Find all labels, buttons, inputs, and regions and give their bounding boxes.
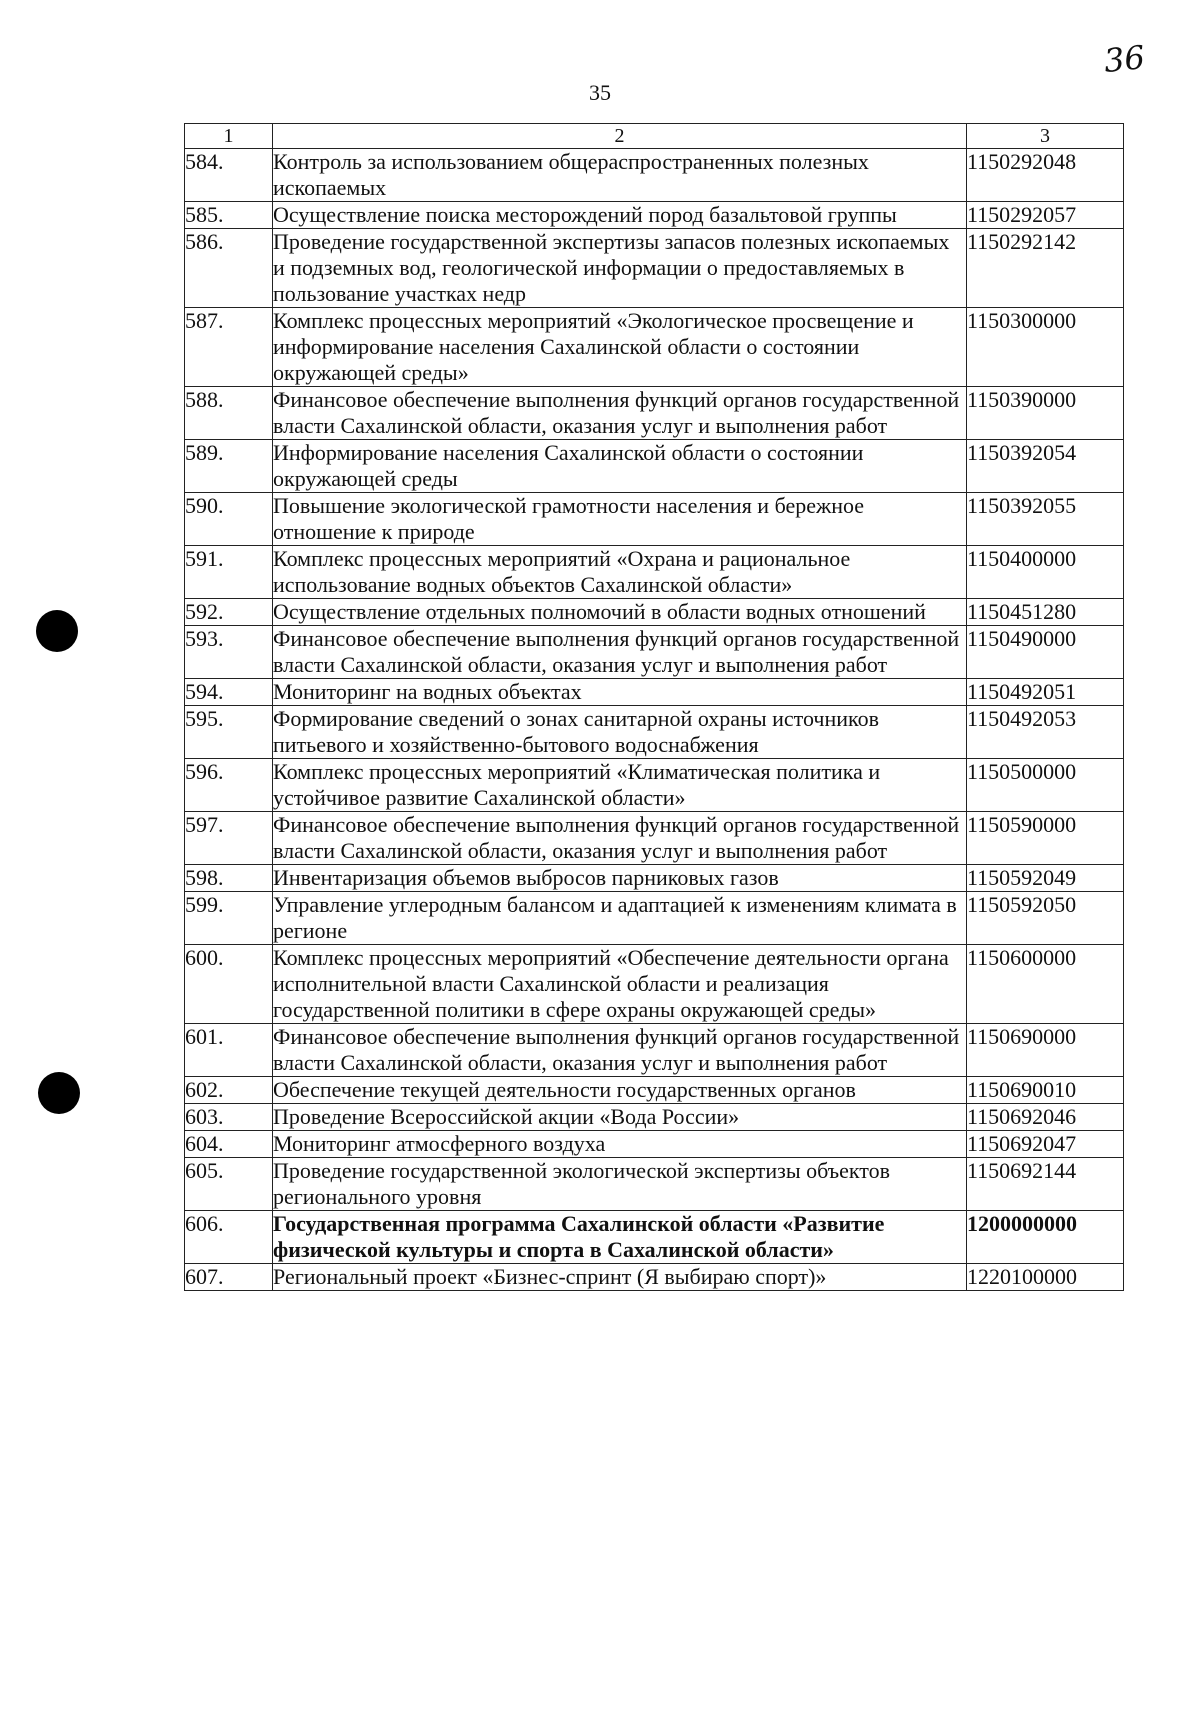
page-number: 35 bbox=[589, 80, 611, 105]
row-number-cell: 599. bbox=[185, 892, 273, 945]
table-row bbox=[185, 812, 1124, 865]
table-row bbox=[185, 308, 1124, 387]
row-name-cell: Комплекс процессных мероприятий «Климатическая политика и устойчивое развитие Сахалинской области» bbox=[273, 759, 967, 812]
row-name-cell: Проведение государственной экспертизы запасов полезных ископаемых и подземных вод, геологической информации о предоставляемых в пользование участках недр bbox=[273, 229, 967, 308]
row-code-cell: 1150592050 bbox=[967, 892, 1124, 945]
row-number-cell: 594. bbox=[185, 679, 273, 706]
table-row bbox=[185, 1131, 1124, 1158]
row-name-cell: Обеспечение текущей деятельности государственных органов bbox=[273, 1077, 967, 1104]
punch-hole bbox=[38, 1072, 80, 1114]
header-cell-name: 2 bbox=[273, 124, 967, 149]
row-name-cell: Осуществление отдельных полномочий в области водных отношений bbox=[273, 599, 967, 626]
row-code-cell: 1150600000 bbox=[967, 945, 1124, 1024]
table-row bbox=[185, 440, 1124, 493]
row-number-cell: 605. bbox=[185, 1158, 273, 1211]
row-number-cell: 589. bbox=[185, 440, 273, 493]
row-name-cell: Комплекс процессных мероприятий «Экологическое просвещение и информирование населения Сахалинской области о состоянии окружающей среды» bbox=[273, 308, 967, 387]
row-name-cell: Информирование населения Сахалинской области о состоянии окружающей среды bbox=[273, 440, 967, 493]
row-number-cell: 597. bbox=[185, 812, 273, 865]
row-number-cell: 602. bbox=[185, 1077, 273, 1104]
row-number-cell: 606. bbox=[185, 1211, 273, 1264]
row-code-cell: 1150292057 bbox=[967, 202, 1124, 229]
table-row bbox=[185, 892, 1124, 945]
row-name-cell: Финансовое обеспечение выполнения функций органов государственной власти Сахалинской области, оказания услуг и выполнения работ bbox=[273, 626, 967, 679]
table-row bbox=[185, 706, 1124, 759]
row-code-cell: 1150451280 bbox=[967, 599, 1124, 626]
table-row bbox=[185, 493, 1124, 546]
table-row bbox=[185, 1104, 1124, 1131]
row-code-cell: 1150292142 bbox=[967, 229, 1124, 308]
header-cell-number: 1 bbox=[185, 124, 273, 149]
table-header-row bbox=[185, 124, 1124, 149]
row-code-cell: 1150692144 bbox=[967, 1158, 1124, 1211]
row-name-cell: Проведение Всероссийской акции «Вода России» bbox=[273, 1104, 967, 1131]
row-name-cell: Региональный проект «Бизнес-спринт (Я выбираю спорт)» bbox=[273, 1264, 967, 1291]
row-number-cell: 607. bbox=[185, 1264, 273, 1291]
table-row bbox=[185, 229, 1124, 308]
row-code-cell: 1150692046 bbox=[967, 1104, 1124, 1131]
table-row bbox=[185, 1077, 1124, 1104]
row-number-cell: 598. bbox=[185, 865, 273, 892]
row-name-cell: Комплекс процессных мероприятий «Охрана и рациональное использование водных объектов Сахалинской области» bbox=[273, 546, 967, 599]
row-name-cell: Финансовое обеспечение выполнения функций органов государственной власти Сахалинской области, оказания услуг и выполнения работ bbox=[273, 387, 967, 440]
row-number-cell: 590. bbox=[185, 493, 273, 546]
header-cell-code: 3 bbox=[967, 124, 1124, 149]
table-row bbox=[185, 626, 1124, 679]
table-row bbox=[185, 759, 1124, 812]
row-name-cell: Мониторинг на водных объектах bbox=[273, 679, 967, 706]
row-name-cell: Контроль за использованием общераспространенных полезных ископаемых bbox=[273, 149, 967, 202]
table-row bbox=[185, 546, 1124, 599]
table-row bbox=[185, 1211, 1124, 1264]
row-code-cell: 1150492053 bbox=[967, 706, 1124, 759]
budget-classification-table bbox=[184, 123, 1124, 1291]
row-number-cell: 592. bbox=[185, 599, 273, 626]
row-code-cell: 1150292048 bbox=[967, 149, 1124, 202]
table-row bbox=[185, 679, 1124, 706]
row-name-cell: Осуществление поиска месторождений пород базальтовой группы bbox=[273, 202, 967, 229]
row-code-cell: 1150692047 bbox=[967, 1131, 1124, 1158]
handwritten-sheet-number: 36 bbox=[1102, 37, 1147, 81]
row-code-cell: 1220100000 bbox=[967, 1264, 1124, 1291]
row-number-cell: 591. bbox=[185, 546, 273, 599]
row-code-cell: 1150392054 bbox=[967, 440, 1124, 493]
row-name-cell: Финансовое обеспечение выполнения функций органов государственной власти Сахалинской области, оказания услуг и выполнения работ bbox=[273, 1024, 967, 1077]
row-code-cell: 1150490000 bbox=[967, 626, 1124, 679]
row-name-cell: Комплекс процессных мероприятий «Обеспечение деятельности органа исполнительной власти Сахалинской области и реализация государственной политики в сфере охраны окружающей среды» bbox=[273, 945, 967, 1024]
table-row bbox=[185, 1264, 1124, 1291]
table-row bbox=[185, 1024, 1124, 1077]
row-number-cell: 593. bbox=[185, 626, 273, 679]
table-row bbox=[185, 1158, 1124, 1211]
row-number-cell: 584. bbox=[185, 149, 273, 202]
row-number-cell: 585. bbox=[185, 202, 273, 229]
row-name-cell: Инвентаризация объемов выбросов парниковых газов bbox=[273, 865, 967, 892]
row-code-cell: 1200000000 bbox=[967, 1211, 1124, 1264]
table-row bbox=[185, 599, 1124, 626]
row-code-cell: 1150300000 bbox=[967, 308, 1124, 387]
row-number-cell: 604. bbox=[185, 1131, 273, 1158]
row-code-cell: 1150390000 bbox=[967, 387, 1124, 440]
row-number-cell: 601. bbox=[185, 1024, 273, 1077]
row-code-cell: 1150492051 bbox=[967, 679, 1124, 706]
row-name-cell: Мониторинг атмосферного воздуха bbox=[273, 1131, 967, 1158]
row-name-cell: Формирование сведений о зонах санитарной охраны источников питьевого и хозяйственно-бытового водоснабжения bbox=[273, 706, 967, 759]
row-code-cell: 1150690010 bbox=[967, 1077, 1124, 1104]
row-code-cell: 1150392055 bbox=[967, 493, 1124, 546]
row-number-cell: 603. bbox=[185, 1104, 273, 1131]
row-name-cell: Государственная программа Сахалинской области «Развитие физической культуры и спорта в Сахалинской области» bbox=[273, 1211, 967, 1264]
row-code-cell: 1150592049 bbox=[967, 865, 1124, 892]
row-code-cell: 1150690000 bbox=[967, 1024, 1124, 1077]
table-row bbox=[185, 149, 1124, 202]
row-name-cell: Управление углеродным балансом и адаптацией к изменениям климата в регионе bbox=[273, 892, 967, 945]
row-number-cell: 586. bbox=[185, 229, 273, 308]
row-name-cell: Повышение экологической грамотности населения и бережное отношение к природе bbox=[273, 493, 967, 546]
row-code-cell: 1150500000 bbox=[967, 759, 1124, 812]
row-number-cell: 600. bbox=[185, 945, 273, 1024]
row-number-cell: 595. bbox=[185, 706, 273, 759]
row-code-cell: 1150400000 bbox=[967, 546, 1124, 599]
table-row bbox=[185, 945, 1124, 1024]
punch-hole bbox=[36, 610, 78, 652]
table-row bbox=[185, 865, 1124, 892]
table-row bbox=[185, 387, 1124, 440]
row-number-cell: 596. bbox=[185, 759, 273, 812]
row-name-cell: Проведение государственной экологической экспертизы объектов регионального уровня bbox=[273, 1158, 967, 1211]
row-number-cell: 587. bbox=[185, 308, 273, 387]
table-row bbox=[185, 202, 1124, 229]
row-code-cell: 1150590000 bbox=[967, 812, 1124, 865]
row-number-cell: 588. bbox=[185, 387, 273, 440]
row-name-cell: Финансовое обеспечение выполнения функций органов государственной власти Сахалинской области, оказания услуг и выполнения работ bbox=[273, 812, 967, 865]
